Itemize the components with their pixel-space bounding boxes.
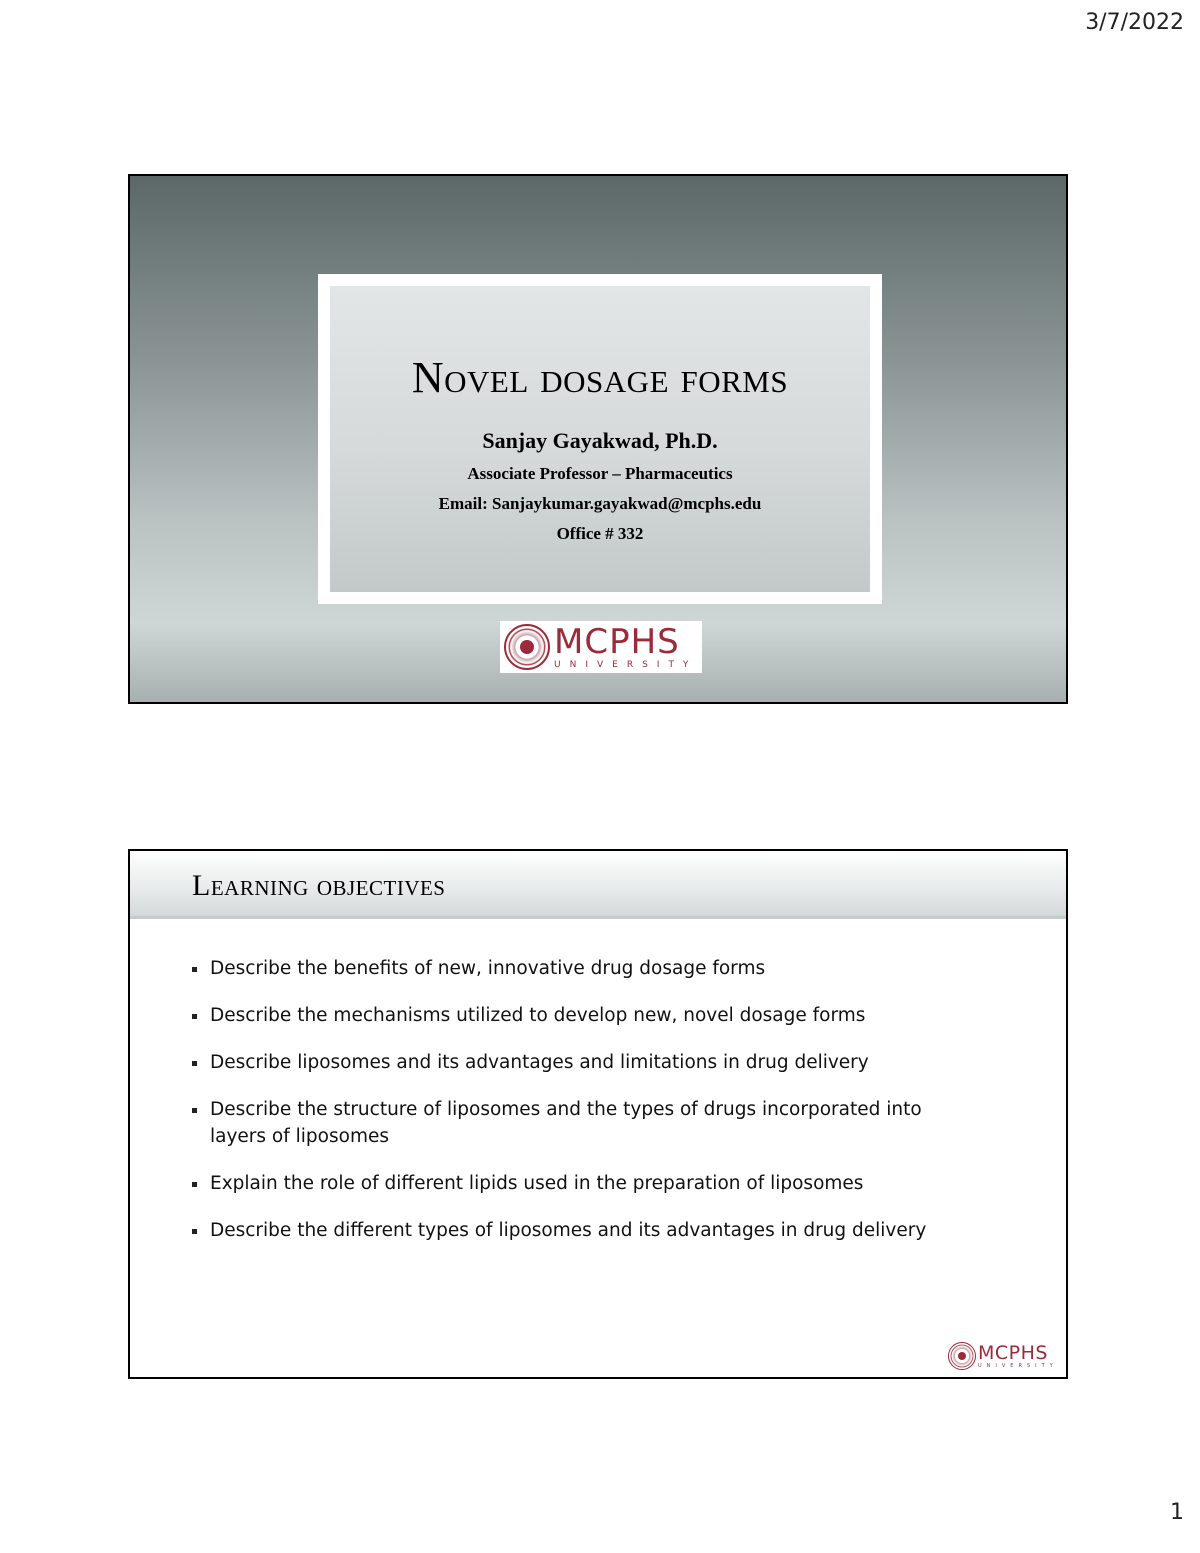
objective-item: Describe the structure of liposomes and the types of drugs incorporated into layers of liposomes — [192, 1096, 972, 1150]
objectives-list — [192, 955, 972, 1264]
title-slide — [128, 174, 1068, 704]
university-seal-icon — [504, 624, 550, 670]
presenter-position: Associate Professor – Pharmaceutics — [467, 464, 733, 483]
title-box — [330, 286, 870, 592]
objective-item: Describe the benefits of new, innovative drug dosage forms — [192, 955, 972, 982]
page-date: 3/7/2022 — [1085, 10, 1184, 35]
logo-subtitle: UNIVERSITY — [978, 1362, 1058, 1369]
logo-subtitle: UNIVERSITY — [554, 659, 698, 670]
logo-name: MCPHS — [554, 621, 680, 662]
university-seal-icon — [948, 1342, 976, 1370]
mcphs-logo — [500, 621, 702, 673]
logo-name: MCPHS — [978, 1341, 1048, 1364]
objective-item: Explain the role of different lipids used in the preparation of liposomes — [192, 1170, 972, 1197]
page-number: 1 — [1170, 1500, 1184, 1525]
objective-item: Describe the mechanisms utilized to develop new, novel dosage forms — [192, 1002, 972, 1029]
objectives-slide — [128, 849, 1068, 1379]
mcphs-logo-small — [948, 1341, 1064, 1371]
logo-wordmark — [978, 1341, 1058, 1369]
objective-item: Describe the different types of liposomes and its advantages in drug delivery — [192, 1217, 972, 1244]
slide-title: Novel dosage forms — [411, 353, 789, 402]
presenter-name: Sanjay Gayakwad, Ph.D. — [482, 428, 718, 453]
presenter-email: Email: Sanjaykumar.gayakwad@mcphs.edu — [438, 494, 762, 513]
title-frame — [318, 274, 882, 604]
logo-wordmark — [554, 621, 698, 670]
objective-item: Describe liposomes and its advantages and limitations in drug delivery — [192, 1049, 972, 1076]
presenter-office: Office # 332 — [556, 524, 644, 543]
slide-heading: Learning objectives — [192, 869, 446, 902]
